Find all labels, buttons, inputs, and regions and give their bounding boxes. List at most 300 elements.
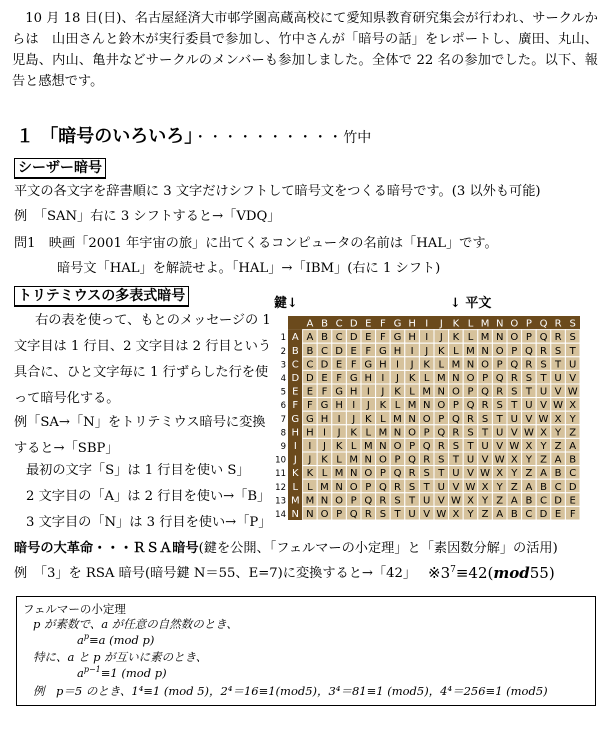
- table-cell-letter: Q: [495, 373, 504, 384]
- table-cell-letter: J: [323, 441, 326, 452]
- table-cell-letter: X: [467, 495, 474, 507]
- table-header-letter: N: [495, 318, 504, 330]
- table-header-letter: S: [569, 318, 576, 330]
- table-cell-letter: B: [525, 495, 533, 507]
- rsa-note-exponent: 7: [450, 565, 456, 575]
- table-cell-letter: O: [481, 359, 490, 371]
- table-cell-letter: N: [364, 454, 373, 466]
- table-key-letter: I: [293, 441, 297, 452]
- table-cell-letter: M: [320, 481, 329, 493]
- table-header-letter: P: [525, 318, 532, 330]
- table-cell-letter: C: [335, 332, 343, 344]
- caesar-heading: シーザー暗号: [14, 158, 106, 179]
- table-cell-letter: V: [496, 441, 504, 452]
- table-cell-letter: V: [481, 454, 489, 466]
- table-cell-letter: X: [496, 468, 504, 480]
- table-cell-letter: A: [540, 468, 547, 480]
- table-cell-letter: Y: [540, 441, 547, 452]
- table-cell-letter: D: [335, 345, 343, 357]
- fermat-line-1: p が素数で、a が任意の自然数のとき、: [33, 617, 238, 631]
- table-cell-letter: V: [423, 509, 431, 520]
- table-cell-letter: E: [554, 509, 562, 520]
- table-cell-letter: L: [467, 332, 474, 344]
- table-cell-letter: Z: [525, 468, 533, 480]
- table-cell-letter: Z: [510, 481, 518, 493]
- table-cell-letter: N: [349, 468, 358, 480]
- section-dots: ・・・・・・・・・・: [193, 130, 344, 146]
- table-cell-letter: Q: [539, 332, 548, 344]
- table-cell-letter: E: [306, 386, 314, 398]
- table-cell-letter: Q: [524, 345, 533, 357]
- table-cell-letter: Q: [510, 359, 519, 371]
- fermat-l2-exp: p: [83, 632, 89, 641]
- table-cell-letter: U: [525, 400, 533, 412]
- table-cell-letter: I: [410, 345, 414, 357]
- rsa-title: 暗号の大革命・・・ＲＳＡ暗号: [14, 541, 199, 556]
- table-cell-letter: G: [335, 386, 343, 398]
- table-cell-letter: R: [408, 468, 416, 480]
- rsa-note-end: 55): [529, 564, 555, 582]
- table-cell-letter: U: [569, 359, 577, 371]
- table-cell-letter: Q: [393, 468, 402, 480]
- table-cell-letter: R: [525, 359, 533, 371]
- fermat-l2-base: a: [77, 632, 84, 647]
- table-cell-letter: Z: [481, 509, 489, 520]
- table-header-letter: A: [306, 318, 314, 330]
- table-cell-letter: S: [379, 509, 387, 520]
- trithemius-example-3: 2 文字目の「A」は 2 行目を使い→「B」: [26, 489, 271, 504]
- table-cell-letter: X: [481, 481, 489, 493]
- table-cell-letter: H: [408, 332, 416, 344]
- table-cell-letter: S: [467, 427, 474, 439]
- table-cell-letter: G: [349, 373, 358, 384]
- table-cell-letter: V: [510, 427, 518, 439]
- table-row-number: 4: [280, 374, 286, 384]
- table-header-letter: J: [439, 318, 443, 330]
- table-cell-letter: M: [466, 345, 475, 357]
- table-cell-letter: T: [511, 400, 518, 412]
- table-cell-letter: K: [423, 359, 430, 371]
- table-cell-letter: O: [451, 386, 460, 398]
- legend-plaintext-label: ↓ 平文: [450, 296, 492, 311]
- table-key-letter: D: [291, 373, 300, 384]
- table-cell-letter: I: [352, 400, 356, 412]
- table-cell-letter: B: [554, 468, 562, 480]
- table-cell-letter: V: [540, 400, 547, 412]
- table-cell-letter: G: [379, 345, 387, 357]
- table-cell-letter: V: [437, 495, 445, 507]
- table-cell-letter: W: [480, 468, 491, 480]
- table-cell-letter: S: [452, 441, 460, 452]
- table-cell-letter: S: [481, 413, 489, 425]
- table-cell-letter: I: [381, 373, 385, 384]
- table-cell-letter: O: [378, 454, 387, 466]
- table-cell-letter: F: [336, 373, 342, 384]
- table-cell-letter: T: [394, 509, 401, 520]
- table-cell-letter: L: [307, 481, 313, 493]
- table-cell-letter: U: [481, 441, 489, 452]
- table-cell-letter: O: [495, 345, 504, 357]
- table-cell-letter: L: [394, 400, 401, 412]
- table-cell-letter: P: [423, 427, 430, 439]
- table-header-letter: K: [452, 318, 460, 330]
- table-cell-letter: A: [496, 509, 504, 520]
- table-cell-letter: L: [336, 454, 342, 466]
- table-cell-letter: T: [423, 481, 430, 493]
- table-cell-letter: D: [539, 509, 548, 520]
- table-cell-letter: P: [496, 359, 503, 371]
- table-cell-letter: E: [321, 373, 328, 384]
- table-cell-letter: S: [438, 454, 445, 466]
- table-cell-letter: D: [554, 495, 562, 507]
- table-cell-letter: U: [466, 454, 475, 466]
- table-cell-letter: Y: [555, 427, 562, 439]
- fermat-line-5: 例 p＝5 のとき、1⁴≡1 (mod 5)，2⁴＝16≡1(mod5)，3⁴＝81≡1 (mod5)，4⁴＝256≡1 (mod5): [33, 684, 548, 698]
- table-header-letter: R: [554, 318, 562, 330]
- rsa-example: 例 「3」を RSA 暗号(暗号鍵 N＝55、E=7)に変換すると→「42」: [14, 566, 417, 581]
- table-cell-letter: S: [540, 359, 547, 371]
- table-cell-letter: R: [437, 441, 445, 452]
- table-row-number: 9: [280, 442, 286, 452]
- table-cell-letter: J: [396, 373, 399, 384]
- table-cell-letter: I: [323, 427, 326, 439]
- table-cell-letter: N: [422, 400, 431, 412]
- table-cell-letter: D: [349, 332, 358, 344]
- table-cell-letter: M: [305, 495, 315, 507]
- table-row-number: 11: [275, 469, 286, 480]
- table-cell-letter: O: [320, 509, 329, 520]
- table-cell-letter: N: [466, 359, 475, 371]
- table-cell-letter: U: [452, 468, 460, 480]
- table-cell-letter: H: [335, 400, 343, 412]
- table-cell-letter: F: [365, 345, 372, 357]
- table-key-letter: H: [291, 427, 300, 439]
- table-cell-letter: M: [378, 427, 388, 439]
- table-cell-letter: S: [554, 345, 562, 357]
- table-cell-letter: B: [540, 481, 547, 493]
- table-cell-letter: N: [408, 413, 416, 425]
- section-author: 竹中: [343, 130, 372, 146]
- table-cell-letter: Z: [554, 441, 562, 452]
- fermat-theorem-box: [16, 596, 596, 706]
- table-cell-letter: O: [466, 373, 475, 384]
- table-cell-letter: W: [494, 454, 505, 466]
- table-cell-letter: F: [380, 332, 386, 344]
- table-cell-letter: P: [438, 413, 445, 425]
- table-cell-letter: O: [422, 413, 431, 425]
- table-cell-letter: Y: [467, 509, 474, 520]
- table-cell-letter: O: [408, 427, 417, 439]
- table-cell-letter: S: [394, 495, 401, 507]
- table-cell-letter: S: [569, 332, 576, 344]
- table-cell-letter: U: [554, 373, 562, 384]
- rsa-note-mod: mod: [493, 564, 530, 582]
- table-cell-letter: W: [450, 495, 461, 507]
- table-cell-letter: M: [407, 400, 417, 412]
- table-cell-letter: O: [393, 441, 402, 452]
- table-cell-letter: T: [482, 427, 489, 439]
- table-cell-letter: V: [452, 481, 460, 493]
- section-title: 「暗号のいろいろ」: [40, 126, 194, 147]
- table-cell-letter: P: [482, 373, 489, 384]
- table-cell-letter: P: [525, 332, 532, 344]
- fermat-line-2: [77, 632, 154, 647]
- table-cell-letter: M: [436, 373, 446, 384]
- table-cell-letter: P: [511, 345, 518, 357]
- table-cell-letter: F: [569, 509, 576, 520]
- table-cell-letter: N: [306, 509, 314, 520]
- table-cell-letter: C: [306, 359, 314, 371]
- table-key-letter: L: [292, 481, 299, 493]
- table-cell-letter: I: [366, 386, 370, 398]
- table-cell-letter: N: [379, 441, 387, 452]
- table-cell-letter: B: [510, 509, 518, 520]
- caesar-line-2: 例 「SAN」右に 3 シフトすると→「VDQ」: [14, 209, 281, 224]
- rsa-note-mid: ≡42(: [455, 564, 494, 582]
- table-cell-letter: F: [321, 386, 328, 398]
- table-cell-letter: W: [523, 427, 534, 439]
- table-header-letter: Q: [539, 318, 548, 330]
- table-cell-letter: R: [452, 427, 460, 439]
- table-cell-letter: Z: [496, 495, 504, 507]
- caesar-line-1: 平文の各文字を辞書順に 3 文字だけシフトして暗号文をつくる暗号です。(3 以外も可能): [14, 184, 541, 199]
- table-cell-letter: Y: [569, 413, 576, 425]
- table-header-letter: H: [408, 318, 416, 330]
- table-cell-letter: J: [337, 427, 341, 439]
- table-cell-letter: Y: [525, 454, 532, 466]
- table-cell-letter: V: [525, 413, 533, 425]
- table-cell-letter: D: [306, 373, 314, 384]
- table-row-number: 13: [275, 496, 286, 507]
- table-cell-letter: L: [409, 386, 415, 398]
- table-cell-letter: L: [453, 345, 459, 357]
- table-header-letter: F: [380, 318, 386, 330]
- table-cell-letter: J: [439, 332, 443, 344]
- table-cell-letter: B: [321, 332, 328, 344]
- table-row-number: 8: [280, 428, 286, 439]
- fermat-title: フェルマーの小定理: [23, 602, 126, 616]
- table-cell-letter: D: [568, 481, 577, 493]
- table-cell-letter: A: [306, 332, 314, 344]
- table-cell-letter: F: [307, 400, 313, 412]
- table-cell-letter: K: [452, 332, 460, 344]
- table-header-letter: G: [393, 318, 402, 330]
- table-cell-letter: T: [555, 359, 562, 371]
- table-cell-letter: T: [525, 386, 532, 398]
- table-cell-letter: Q: [364, 495, 373, 507]
- table-cell-letter: A: [510, 495, 518, 507]
- table-cell-letter: Y: [482, 495, 489, 507]
- fermat-l4-exp: p−1: [83, 665, 101, 674]
- table-cell-letter: Y: [496, 481, 503, 493]
- table-cell-letter: N: [481, 345, 489, 357]
- fermat-l2-rest: ≡a (mod p): [88, 632, 155, 647]
- table-cell-letter: T: [569, 345, 576, 357]
- table-cell-letter: H: [393, 345, 402, 357]
- table-cell-letter: E: [335, 359, 343, 371]
- table-cell-letter: E: [365, 332, 372, 344]
- table-cell-letter: K: [321, 454, 328, 466]
- table-cell-letter: M: [363, 441, 373, 452]
- table-cell-letter: R: [364, 509, 372, 520]
- trithemius-body: 右の表を使って、もとのメッセージの 1 文字目は 1 行目、2 文字目は 2 行目という具合に、ひと文字毎に 1 行ずらした行を使って暗号化する。: [14, 313, 272, 406]
- table-key-letter: G: [291, 413, 300, 425]
- table-header-band: [288, 316, 580, 330]
- table-row-number: 1: [280, 333, 286, 344]
- table-cell-letter: O: [335, 495, 344, 507]
- table-cell-letter: J: [366, 400, 370, 412]
- table-cell-letter: M: [334, 468, 344, 480]
- table-key-letter: E: [292, 386, 299, 398]
- table-cell-letter: R: [467, 413, 474, 425]
- trithemius-table-svg: [272, 296, 578, 520]
- table-cell-letter: S: [408, 481, 416, 493]
- table-cell-letter: R: [423, 454, 431, 466]
- table-cell-letter: Z: [569, 427, 577, 439]
- trithemius-example-4: 3 文字目の「N」は 3 行目を使い→「P」: [26, 515, 272, 530]
- table-cell-letter: O: [510, 332, 519, 344]
- table-cell-letter: T: [452, 454, 459, 466]
- trithemius-table: [272, 296, 578, 522]
- caesar-line-4: 暗号文「HAL」を解読せよ。「HAL」→「IBM」(右に 1 シフト): [57, 261, 441, 276]
- table-cell-letter: B: [306, 345, 314, 357]
- table-cell-letter: X: [569, 400, 577, 412]
- rsa-note: [428, 562, 555, 581]
- table-cell-letter: L: [380, 413, 386, 425]
- section-number: １: [16, 126, 34, 147]
- table-cell-letter: J: [410, 359, 414, 371]
- table-cell-letter: H: [349, 386, 358, 398]
- table-cell-letter: C: [321, 345, 328, 357]
- table-row-number: 14: [275, 510, 286, 520]
- table-cell-letter: C: [554, 481, 562, 493]
- table-row-number: 12: [275, 482, 286, 493]
- table-cell-letter: V: [554, 386, 562, 398]
- table-cell-letter: S: [496, 400, 503, 412]
- table-cell-letter: L: [438, 359, 445, 371]
- table-header-letter: C: [335, 318, 343, 330]
- caesar-line-3: 問1 映画「2001 年宇宙の旅」に出てくるコンピュータの名前は「HAL」です。: [14, 236, 498, 251]
- table-header-letter: L: [467, 318, 474, 330]
- table-cell-letter: K: [335, 441, 343, 452]
- table-cell-letter: B: [569, 454, 577, 466]
- table-cell-letter: I: [337, 413, 341, 425]
- table-cell-letter: J: [425, 345, 429, 357]
- table-cell-letter: R: [540, 345, 547, 357]
- table-cell-letter: H: [320, 413, 329, 425]
- table-cell-letter: L: [365, 427, 372, 439]
- table-key-letter: C: [291, 359, 299, 371]
- table-cell-letter: T: [438, 468, 445, 480]
- table-cell-letter: Y: [511, 468, 518, 480]
- table-cell-letter: K: [365, 413, 372, 425]
- table-key-letter: M: [290, 495, 300, 507]
- table-cell-letter: X: [540, 427, 547, 439]
- table-cell-letter: W: [553, 400, 564, 412]
- table-cell-letter: U: [539, 386, 548, 398]
- table-cell-letter: X: [510, 454, 518, 466]
- table-cell-letter: Q: [437, 427, 446, 439]
- table-cell-letter: N: [437, 386, 446, 398]
- table-cell-letter: G: [306, 413, 314, 425]
- legend-key-label: 鍵↓: [274, 296, 298, 311]
- table-cell-letter: Q: [349, 509, 358, 520]
- table-cell-letter: I: [425, 332, 429, 344]
- table-header-letter: E: [365, 318, 372, 330]
- table-cell-letter: G: [393, 332, 402, 344]
- table-cell-letter: R: [481, 400, 489, 412]
- table-key-letter: A: [291, 332, 299, 344]
- table-cell-letter: M: [480, 332, 490, 344]
- table-cell-letter: D: [320, 359, 329, 371]
- table-cell-letter: Q: [451, 413, 460, 425]
- table-cell-letter: X: [525, 441, 533, 452]
- fermat-line-3: 特に、a と p が互いに素のとき、: [33, 650, 208, 664]
- table-cell-letter: S: [511, 386, 518, 398]
- table-cell-letter: E: [569, 495, 576, 507]
- table-cell-letter: X: [452, 509, 460, 520]
- table-cell-letter: U: [423, 495, 431, 507]
- table-row-number: 7: [280, 414, 286, 425]
- fermat-l4-rest: ≡1 (mod p): [100, 665, 167, 680]
- table-key-letter: J: [293, 454, 297, 466]
- table-cell-letter: P: [394, 454, 401, 466]
- table-cell-letter: T: [496, 413, 503, 425]
- table-cell-letter: J: [381, 386, 385, 398]
- table-cell-letter: L: [423, 373, 430, 384]
- table-row-number: 2: [280, 346, 286, 357]
- table-cell-letter: R: [496, 386, 504, 398]
- table-row-number: 5: [280, 387, 286, 398]
- table-cell-letter: L: [321, 468, 328, 480]
- table-cell-letter: H: [306, 427, 314, 439]
- table-key-letter: B: [291, 345, 299, 357]
- table-cell-letter: W: [509, 441, 520, 452]
- table-cell-letter: K: [394, 386, 401, 398]
- fermat-l4-base: a: [77, 665, 84, 680]
- table-header-letter: D: [349, 318, 358, 330]
- table-cell-letter: P: [467, 386, 474, 398]
- table-cell-letter: U: [496, 427, 504, 439]
- table-cell-letter: E: [350, 345, 357, 357]
- table-cell-letter: W: [436, 509, 447, 520]
- table-cell-letter: R: [379, 495, 387, 507]
- table-cell-letter: P: [365, 481, 372, 493]
- table-header-letter: O: [510, 318, 519, 330]
- table-cell-letter: N: [495, 332, 504, 344]
- table-cell-letter: P: [409, 441, 416, 452]
- table-key-letter: N: [291, 509, 300, 520]
- table-cell-letter: O: [437, 400, 446, 412]
- table-cell-letter: K: [350, 427, 357, 439]
- table-key-letter: F: [292, 400, 299, 412]
- table-cell-letter: C: [525, 509, 533, 520]
- table-cell-letter: C: [540, 495, 547, 507]
- table-cell-letter: S: [525, 373, 533, 384]
- table-cell-letter: M: [422, 386, 432, 398]
- table-cell-letter: U: [437, 481, 445, 493]
- table-cell-letter: R: [394, 481, 401, 493]
- table-cell-letter: Q: [481, 386, 490, 398]
- table-cell-letter: A: [525, 481, 533, 493]
- rsa-line: [14, 541, 558, 557]
- table-cell-letter: N: [393, 427, 402, 439]
- table-header-letter: I: [425, 318, 429, 330]
- table-header-letter: B: [321, 318, 328, 330]
- table-cell-letter: P: [350, 495, 357, 507]
- table-cell-letter: R: [554, 332, 562, 344]
- table-cell-letter: Z: [540, 454, 547, 466]
